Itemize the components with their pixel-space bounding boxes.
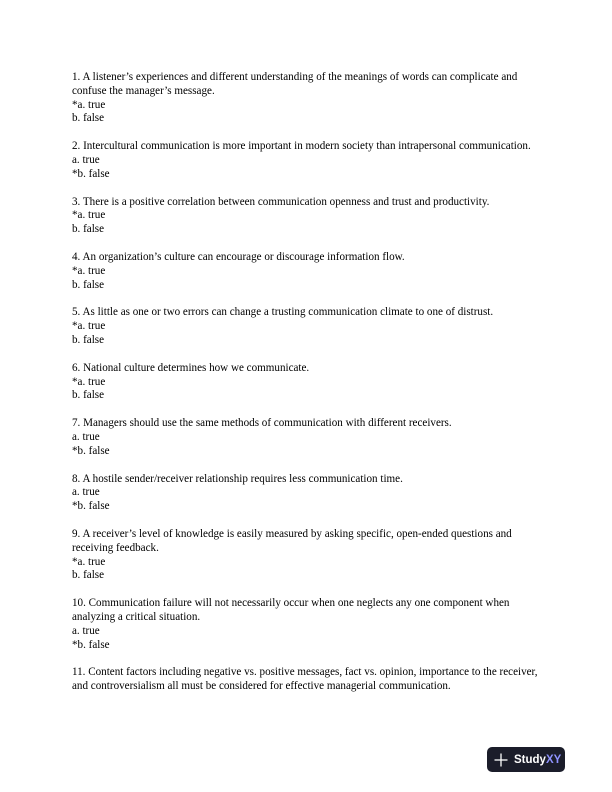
brand-accent-text: XY — [545, 753, 562, 766]
answer-option: a. true — [72, 624, 100, 637]
question-text: 5. As little as one or two errors can change a trusting communication climate to one of distrust. — [72, 306, 494, 319]
answer-option: *b. false — [72, 500, 110, 513]
brand-main-text: Study — [514, 753, 546, 766]
question-3 — [72, 196, 540, 237]
answer-option: b. false — [72, 112, 105, 125]
question-text: 6. National culture determines how we communicate. — [72, 361, 310, 374]
answer-option: b. false — [72, 569, 105, 582]
answer-option: b. false — [72, 278, 105, 291]
question-2 — [72, 140, 540, 181]
question-text: 1. A listener’s experiences and different understanding of the meanings of words can complicate and confuse the manager’s message. — [72, 71, 518, 97]
question-text: 11. Content factors including negative vs. positive messages, fact vs. opinion, importance to the receiver, and controversialism all must be considered for effective managerial communication. — [72, 666, 538, 693]
studyxy-badge[interactable] — [487, 747, 565, 772]
question-text: 3. There is a positive correlation between communication openness and trust and productivity. — [72, 195, 490, 208]
answer-option: *a. true — [72, 98, 106, 111]
answer-option: *b. false — [72, 444, 110, 457]
question-text: 10. Communication failure will not necessarily occur when one neglects any one component when analyzing a critical situation. — [72, 597, 510, 623]
question-4 — [72, 251, 540, 292]
question-11 — [72, 666, 540, 694]
question-text: 8. A hostile sender/receiver relationship requires less communication time. — [72, 472, 403, 485]
question-6 — [72, 362, 540, 403]
answer-option: a. true — [72, 430, 100, 443]
question-5 — [72, 306, 540, 347]
answer-option: b. false — [72, 223, 105, 236]
question-text: 7. Managers should use the same methods of communication with different receivers. — [72, 417, 452, 430]
studyxy-logo-text — [514, 754, 561, 766]
answer-option: a. true — [72, 153, 100, 166]
plus-icon — [494, 753, 508, 767]
question-text: 2. Intercultural communication is more important in modern society than intrapersonal communication. — [72, 140, 531, 153]
document-page — [72, 71, 540, 694]
answer-option: *a. true — [72, 264, 106, 277]
answer-option: b. false — [72, 333, 105, 346]
question-9 — [72, 528, 540, 583]
question-text: 4. An organization’s culture can encourage or discourage information flow. — [72, 250, 405, 263]
answer-option: *a. true — [72, 375, 106, 388]
question-text: 9. A receiver’s level of knowledge is easily measured by asking specific, open-ended questions and receiving feedback. — [72, 527, 512, 554]
answer-option: *a. true — [72, 320, 106, 333]
question-7 — [72, 417, 540, 458]
answer-option: *a. true — [72, 555, 106, 568]
question-8 — [72, 473, 540, 514]
answer-option: *a. true — [72, 209, 106, 222]
question-1 — [72, 71, 540, 126]
question-10 — [72, 597, 540, 652]
answer-option: *b. false — [72, 638, 110, 651]
answer-option: *b. false — [72, 167, 110, 180]
answer-option: b. false — [72, 389, 105, 402]
answer-option: a. true — [72, 486, 100, 499]
